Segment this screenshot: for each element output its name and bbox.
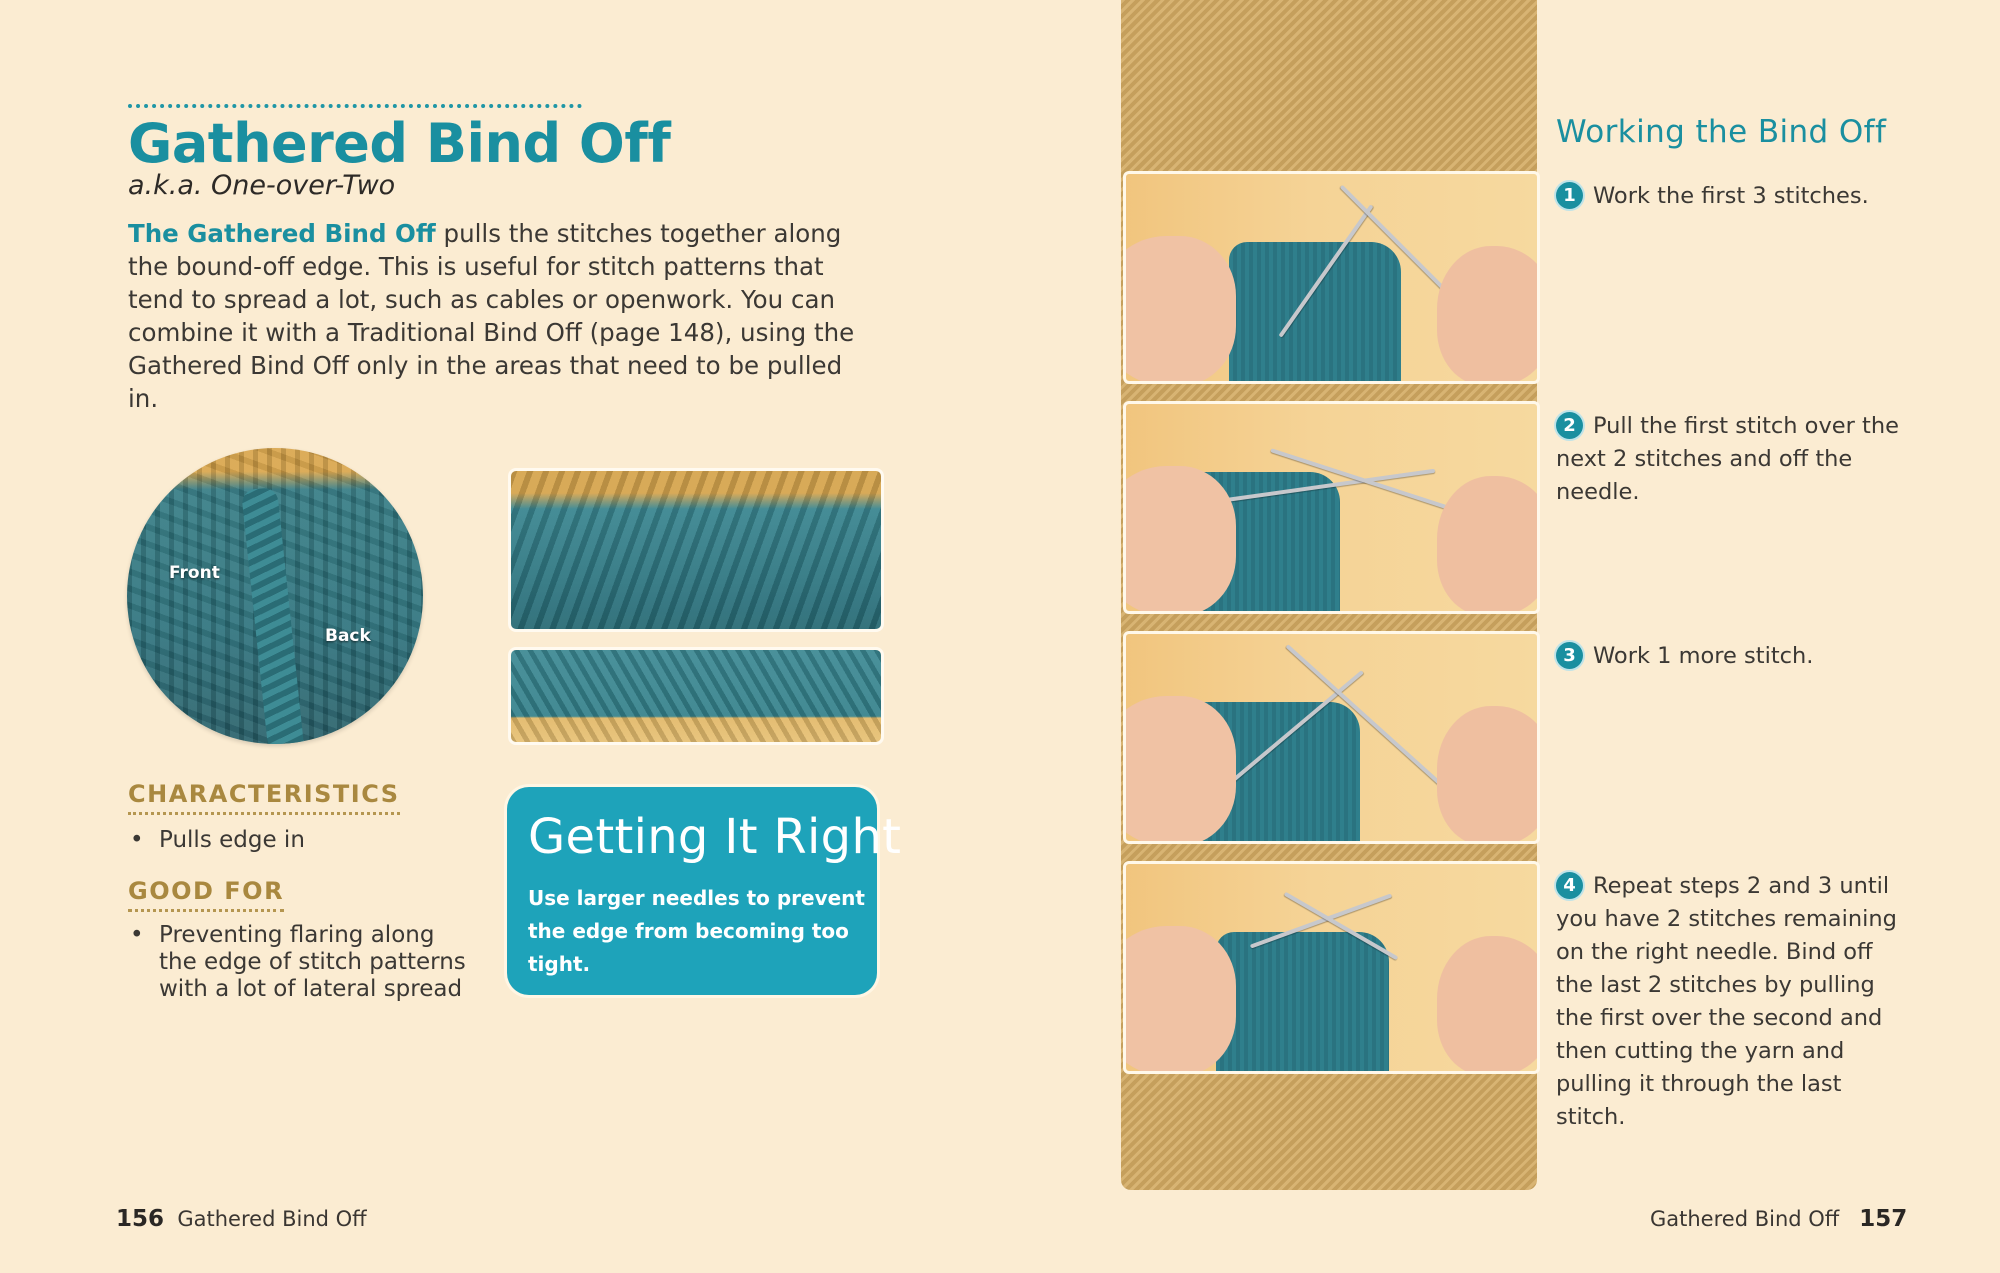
photo-label-back: Back bbox=[325, 626, 371, 646]
page-subtitle: a.k.a. One-over-Two bbox=[128, 170, 396, 201]
step-text: Repeat steps 2 and 3 until you have 2 stitches remaining on the right needle. Bind off the last 2 stitches by pulling the first over the second and then cutting the yarn and pulling it through the last stitch. bbox=[1556, 873, 1897, 1130]
step-2 bbox=[1556, 410, 1901, 509]
right-hand bbox=[1437, 936, 1540, 1074]
folio-left bbox=[116, 1206, 367, 1232]
page-number-left: 156 bbox=[116, 1206, 165, 1232]
left-hand bbox=[1123, 236, 1236, 384]
knitted-fabric bbox=[1229, 242, 1402, 384]
section-title: Working the Bind Off bbox=[1556, 114, 1887, 150]
intro-paragraph bbox=[128, 217, 868, 415]
intro-lead: The Gathered Bind Off bbox=[128, 219, 436, 248]
characteristics-heading: CHARACTERISTICS bbox=[128, 780, 400, 815]
step-text: Work the first 3 stitches. bbox=[1593, 183, 1869, 209]
left-hand bbox=[1123, 466, 1236, 614]
step-text: Pull the first stitch over the next 2 stitches and off the needle. bbox=[1556, 413, 1899, 505]
good-for-heading: GOOD FOR bbox=[128, 877, 284, 912]
page-title: Gathered Bind Off bbox=[128, 112, 671, 175]
list-item: • Preventing flaring along the edge of stitch patterns with a lot of lateral spread bbox=[128, 922, 473, 1003]
step-3-photo bbox=[1123, 631, 1540, 844]
tip-title: Getting It Right bbox=[528, 809, 902, 865]
page-number-right: 157 bbox=[1859, 1206, 1908, 1232]
characteristics-section bbox=[128, 780, 400, 854]
intro-text: pulls the stitches together along the bound-off edge. This is useful for stitch patterns that tend to spread a lot, such as cables or openwork. You can combine it with a Traditional Bind Off (page 148), using the Gathered Bind Off only in the areas that need to be pulled in. bbox=[128, 219, 855, 413]
step-4 bbox=[1556, 870, 1911, 1134]
title-dotted-rule bbox=[128, 104, 582, 108]
running-head-right: Gathered Bind Off bbox=[1650, 1207, 1840, 1231]
folio-right bbox=[1650, 1206, 1907, 1232]
list-item: • Pulls edge in bbox=[128, 827, 400, 854]
tip-body: Use larger needles to prevent the edge from becoming too tight. bbox=[528, 886, 865, 976]
step-3 bbox=[1556, 640, 1916, 673]
step-1-photo bbox=[1123, 171, 1540, 384]
swatch-edge-side-photo bbox=[508, 647, 884, 745]
swatch-edge-photo bbox=[508, 468, 884, 632]
good-for-section bbox=[128, 877, 473, 1003]
right-hand bbox=[1437, 246, 1540, 384]
step-1 bbox=[1556, 180, 1916, 213]
knitted-fabric bbox=[1216, 932, 1389, 1074]
good-for-list bbox=[128, 922, 473, 1003]
step-text: Work 1 more stitch. bbox=[1593, 643, 1814, 669]
left-hand bbox=[1123, 696, 1236, 844]
step-number-badge: 4 bbox=[1556, 872, 1583, 899]
edge-closeup-photo bbox=[127, 448, 423, 744]
step-number-badge: 2 bbox=[1556, 412, 1583, 439]
step-2-photo bbox=[1123, 401, 1540, 614]
getting-it-right-box bbox=[507, 787, 902, 995]
bound-off-ridge bbox=[241, 487, 305, 744]
characteristics-list bbox=[128, 827, 400, 854]
step-number-badge: 3 bbox=[1556, 642, 1583, 669]
running-head-left: Gathered Bind Off bbox=[177, 1207, 367, 1231]
step-4-photo bbox=[1123, 861, 1540, 1074]
right-hand bbox=[1437, 706, 1540, 844]
left-hand bbox=[1123, 926, 1236, 1074]
photo-label-front: Front bbox=[169, 563, 220, 583]
right-hand bbox=[1437, 476, 1540, 614]
step-number-badge: 1 bbox=[1556, 182, 1583, 209]
